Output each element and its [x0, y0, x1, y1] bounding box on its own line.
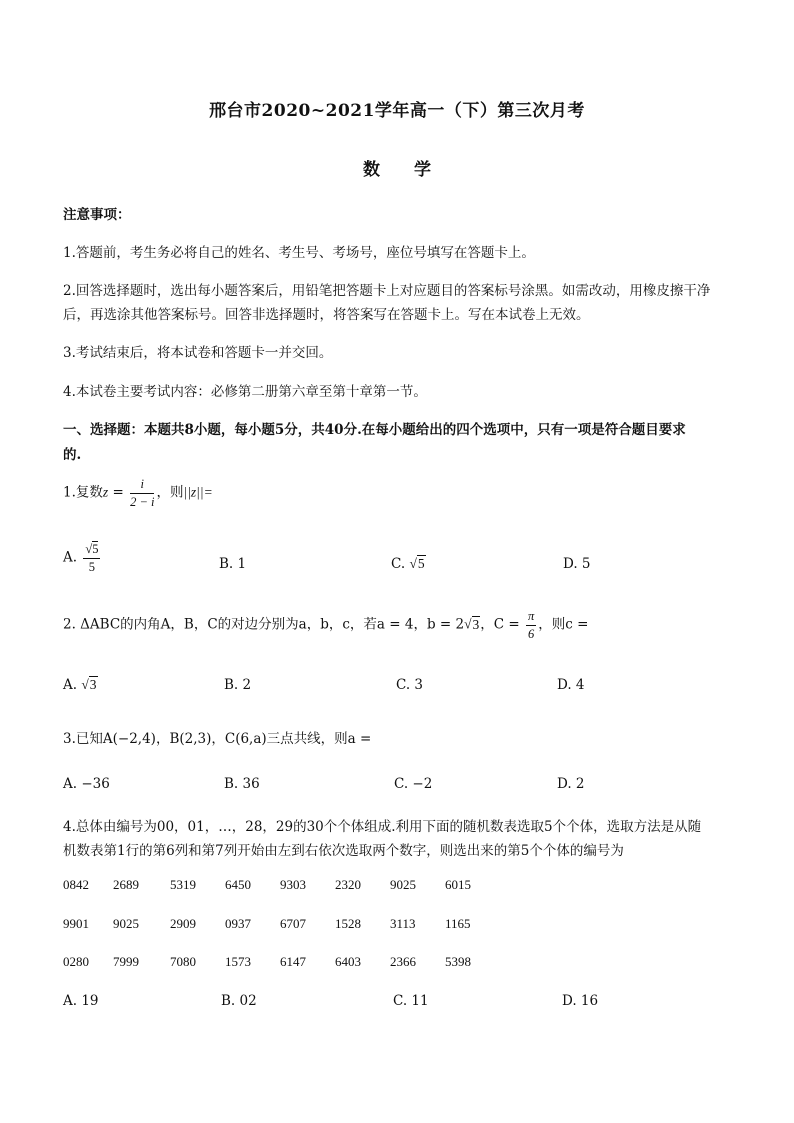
question-4-cont: 机数表第1行的第6列和第7列开始由左到右依次选取两个数字，则选出来的第5个个体的编号为 [63, 843, 624, 859]
table-cell: 7999 [113, 954, 139, 969]
table-cell: 7080 [170, 954, 196, 969]
table-cell: 9303 [280, 877, 306, 892]
table-cell: 0937 [225, 916, 251, 931]
q4-option-c: C. 11 [393, 993, 429, 1009]
table-cell: 9901 [63, 916, 89, 931]
q1-option-a-rad: 5 [92, 542, 99, 556]
notice-item-2: 2.回答选择题时，选出每小题答案后，用铅笔把答题卡上对应题目的答案标号涂黑。如需改动，用橡皮擦干净 [63, 283, 711, 299]
table-cell: 0280 [63, 954, 89, 969]
q2-den: 6 [527, 626, 535, 641]
table-cell: 5398 [445, 954, 471, 969]
q2-text-c: ，则c = [538, 616, 589, 633]
q1-option-a-num: √5 [83, 543, 100, 559]
q2-option-c: C. 3 [396, 677, 424, 693]
table-cell: 1528 [335, 916, 361, 931]
q2-num: π [526, 610, 536, 626]
q1-option-a [63, 543, 102, 573]
table-cell: 0842 [63, 877, 89, 892]
table-cell: 9025 [390, 877, 416, 892]
q1-var: z [102, 484, 109, 500]
section-heading: 一、选择题：本题共8小题，每小题5分，共40分.在每小题给出的四个选项中，只有一项是符合题目要求 [63, 422, 686, 438]
q4-option-d: D. 16 [562, 993, 599, 1009]
random-table-row-2 [63, 916, 495, 932]
q1-option-a-label: A. [63, 549, 78, 566]
table-cell: 9025 [113, 916, 139, 931]
q1-option-b: B. 1 [219, 556, 247, 572]
q1-abs: ||z||= [183, 484, 213, 500]
random-table-row-3 [63, 954, 495, 970]
subject-char-1: 数 [363, 160, 380, 180]
subject-title [0, 155, 794, 180]
exam-title: 邢台市2020~2021学年高一（下）第三次月考 [209, 101, 585, 121]
q2-option-a-sqrt: √3 [81, 677, 97, 692]
q1-eq: = [108, 484, 129, 501]
table-cell: 1573 [225, 954, 251, 969]
question-3: 3.已知A(−2,4)，B(2,3)，C(6,a)三点共线，则a = [63, 731, 372, 747]
question-1 [63, 478, 213, 508]
notice-item-4: 4.本试卷主要考试内容：必修第二册第六章至第十章第一节。 [63, 384, 427, 400]
q2-sqrt: √3 [464, 616, 480, 632]
q3-option-c: C. −2 [394, 776, 433, 792]
q2-option-a-rad: 3 [89, 677, 97, 692]
q1-fraction [130, 478, 154, 508]
notice-item-2-cont: 后，再选涂其他答案标号。回答非选择题时，将答案写在答题卡上。写在本试卷上无效。 [63, 307, 590, 323]
q1-num: i [130, 478, 154, 494]
q2-rad: 3 [472, 616, 480, 632]
q2-text-b: ，C = [480, 616, 524, 633]
question-4: 4.总体由编号为00，01，…，28，29的30个个体组成.利用下面的随机数表选取5个个体，选取方法是从随 [63, 819, 702, 835]
q2-option-a [63, 677, 98, 693]
q3-option-d: D. 2 [557, 776, 585, 792]
table-cell: 5319 [170, 877, 196, 892]
subject-char-2: 学 [414, 160, 431, 180]
table-cell: 6147 [280, 954, 306, 969]
table-cell: 6403 [335, 954, 361, 969]
notice-item-1: 1.答题前，考生务必将自己的姓名、考生号、考场号，座位号填写在答题卡上。 [63, 245, 535, 261]
table-cell: 6015 [445, 877, 471, 892]
q1-option-c [391, 556, 426, 572]
notice-heading: 注意事项： [63, 207, 131, 223]
section-heading-cont: 的. [63, 447, 82, 463]
table-cell: 6707 [280, 916, 306, 931]
random-table-row-1 [63, 877, 495, 893]
table-cell: 6450 [225, 877, 251, 892]
q2-text-a: 2. ΔABC的内角A，B，C的对边分别为a，b，c，若a = 4，b = 2 [63, 616, 465, 633]
q1-suffix: ，则 [156, 484, 184, 501]
table-cell: 2320 [335, 877, 361, 892]
q2-option-a-label: A. [63, 677, 78, 693]
q3-option-b: B. 36 [224, 776, 260, 792]
notice-item-3: 3.考试结束后，将本试卷和答题卡一并交回。 [63, 345, 333, 361]
table-cell: 2366 [390, 954, 416, 969]
table-cell: 2909 [170, 916, 196, 931]
q1-option-c-label: C. [391, 556, 406, 572]
q1-option-c-sqrt: √5 [409, 556, 425, 571]
q1-option-a-frac [83, 543, 100, 573]
q1-option-c-rad: 5 [417, 556, 425, 571]
q2-option-d: D. 4 [557, 677, 585, 693]
table-cell: 3113 [390, 916, 416, 931]
q1-prefix: 1.复数 [63, 484, 103, 501]
q2-fraction [526, 610, 536, 640]
q3-option-a: A. −36 [63, 776, 110, 792]
question-2 [63, 610, 588, 640]
q4-option-a: A. 19 [63, 993, 99, 1009]
q1-den: 2 − i [130, 494, 155, 509]
q1-option-a-den: 5 [88, 559, 96, 574]
q4-option-b: B. 02 [221, 993, 257, 1009]
q2-option-b: B. 2 [224, 677, 252, 693]
q1-option-d: D. 5 [563, 556, 591, 572]
table-cell: 2689 [113, 877, 139, 892]
table-cell: 1165 [445, 916, 471, 931]
